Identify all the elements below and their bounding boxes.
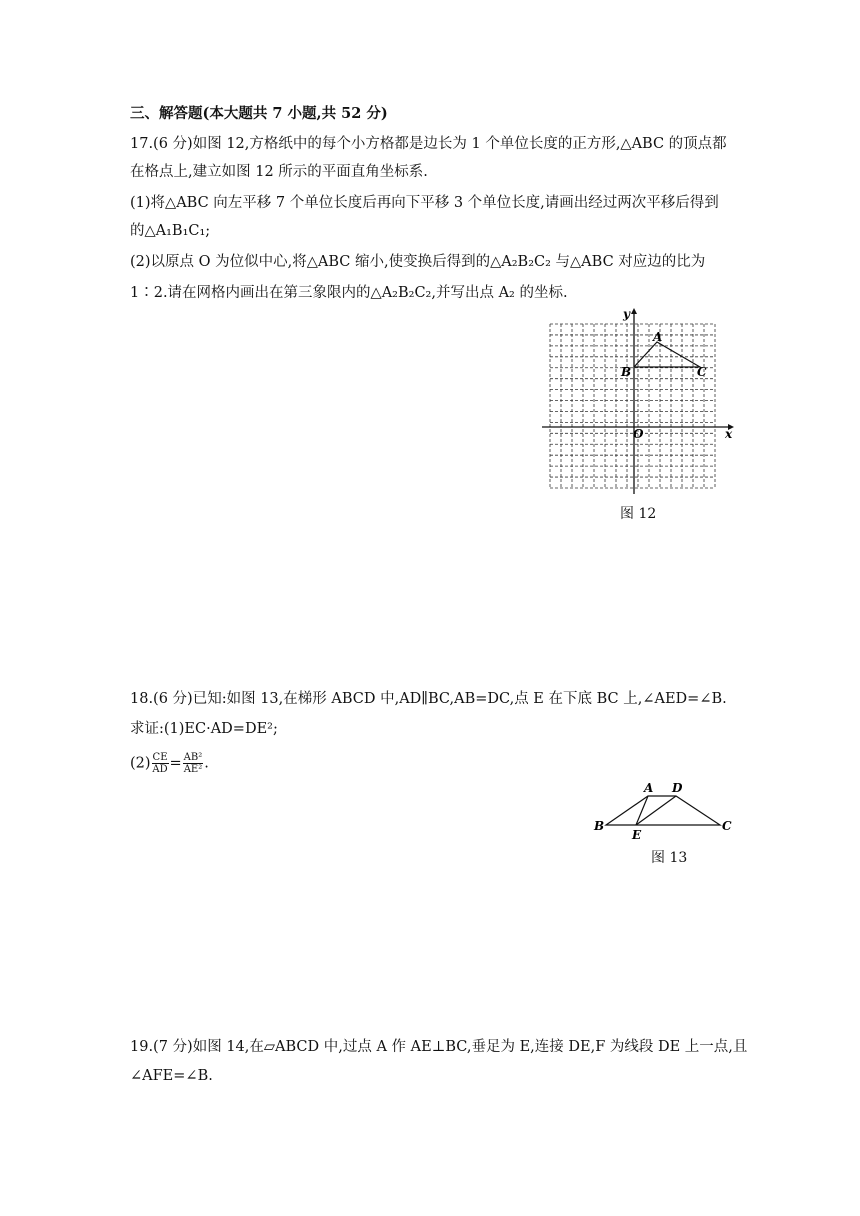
label-b: B bbox=[621, 365, 632, 379]
q18-line-2: 求证:(1)EC·AD=DE²; bbox=[130, 721, 278, 737]
q18-part2-suffix: . bbox=[204, 755, 209, 772]
label-a: A bbox=[653, 330, 663, 344]
label-e: E bbox=[632, 828, 642, 842]
fraction-numerator: AB² bbox=[183, 752, 203, 763]
fraction-ab2-ae2 bbox=[183, 752, 204, 775]
label-x: x bbox=[725, 427, 733, 441]
label-y: y bbox=[623, 307, 630, 321]
y-axis-arrow-icon bbox=[631, 308, 637, 314]
label-c: C bbox=[697, 365, 707, 379]
q18-line-3 bbox=[130, 752, 209, 775]
q19-line-2: ∠AFE=∠B. bbox=[130, 1068, 213, 1084]
label-a: A bbox=[644, 781, 654, 795]
grid-lines bbox=[550, 324, 715, 488]
q17-line-6: 1∶2.请在网格内画出在第三象限内的△A₂B₂C₂,并写出点 A₂ 的坐标. bbox=[130, 285, 568, 301]
figure-13-caption: 图 13 bbox=[651, 850, 688, 866]
trapezoid-abcd bbox=[606, 796, 720, 825]
figure-13-trapezoid bbox=[590, 780, 740, 842]
q17-line-3: (1)将△ABC 向左平移 7 个单位长度后再向下平移 3 个单位长度,请画出经过两次平移后得到 bbox=[130, 195, 719, 211]
q18-line-1: 18.(6 分)已知:如图 13,在梯形 ABCD 中,AD∥BC,AB=DC,点 E 在下底 BC 上,∠AED=∠B. bbox=[130, 691, 727, 707]
fraction-ce-ad bbox=[152, 752, 169, 775]
equals-sign: = bbox=[169, 755, 182, 772]
q18-part2-prefix: (2) bbox=[130, 755, 151, 772]
section-header: 三、解答题(本大题共 7 小题,共 52 分) bbox=[130, 105, 388, 122]
label-c: C bbox=[722, 819, 732, 833]
figure-12-caption: 图 12 bbox=[620, 506, 657, 522]
fraction-numerator: CE bbox=[152, 752, 168, 763]
label-d: D bbox=[672, 781, 683, 795]
fraction-denominator: AD bbox=[152, 764, 168, 775]
q19-line-1: 19.(7 分)如图 14,在▱ABCD 中,过点 A 作 AE⊥BC,垂足为 E,连接 DE,F 为线段 DE 上一点,且 bbox=[130, 1039, 748, 1055]
label-o: O bbox=[633, 427, 644, 441]
q17-line-4: 的△A₁B₁C₁; bbox=[130, 223, 211, 239]
fraction-denominator: AE² bbox=[183, 764, 203, 775]
q17-line-1: 17.(6 分)如图 12,方格纸中的每个小方格都是边长为 1 个单位长度的正方形,△ABC 的顶点都 bbox=[130, 136, 727, 152]
figure-12-grid bbox=[540, 306, 740, 496]
label-b: B bbox=[594, 819, 605, 833]
q17-line-2: 在格点上,建立如图 12 所示的平面直角坐标系. bbox=[130, 164, 428, 180]
q17-line-5: (2)以原点 O 为位似中心,将△ABC 缩小,使变换后得到的△A₂B₂C₂ 与△ABC 对应边的比为 bbox=[130, 254, 706, 270]
